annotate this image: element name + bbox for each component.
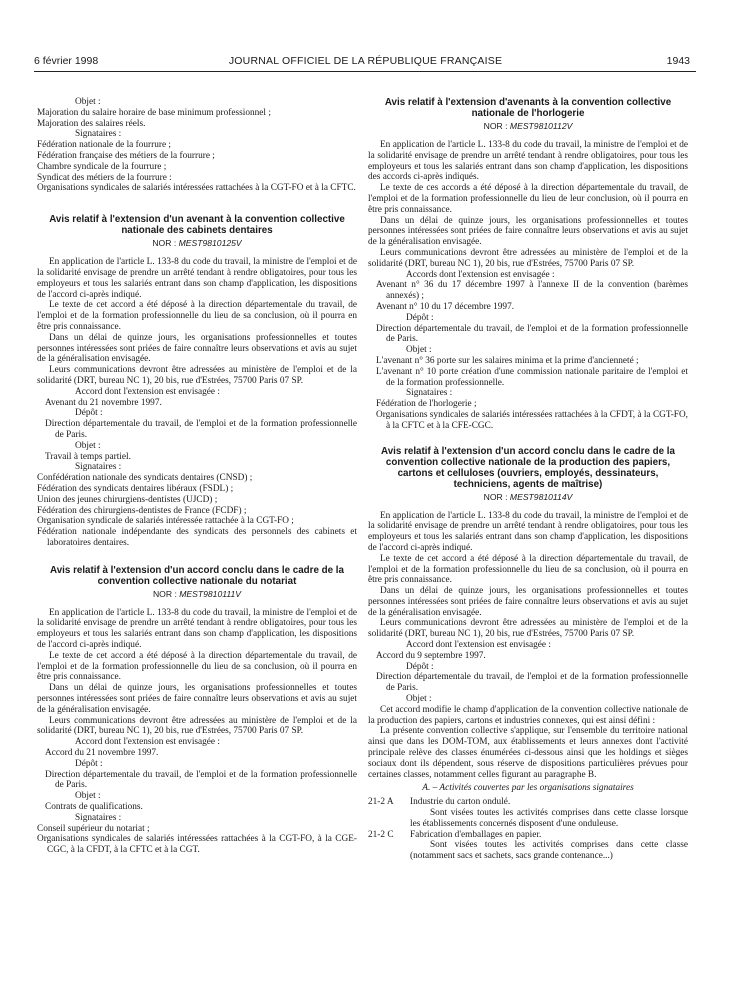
accord-label: Accord dont l'extension est envisagée : [406,640,551,651]
signataires-label: Signataires : [75,812,122,823]
activity-description: Sont visées toutes les activités comprises dans cette classe lorsque les établissements concernés disposent d'une onduleuse. [410,808,688,829]
list-item: Fédération nationale de la fourrure ; [37,140,171,151]
activity-code: 21-2 A [368,797,394,808]
objet-label: Objet : [406,694,432,705]
paragraph: Cet accord modifie le champ d'application de la convention collective nationale de la production des papiers, cartons et industries connexes, qui est ainsi défini : [368,704,688,726]
depot-label: Dépôt : [75,408,103,419]
depot-value: Direction départementale du travail, de l'emploi et de la formation professionnelle de Paris. [45,419,357,440]
objet-label: Objet : [75,97,101,107]
accord-value: Accord du 21 novembre 1997. [45,748,159,759]
depot-value: Direction départementale du travail, de l'emploi et de la formation professionnelle de Paris. [376,323,688,345]
paragraph: Le texte de ces accords a été déposé à la direction départementale du travail, de l'emploi et de la formation professionnelle du lieu de leur conclusion, où il pourra en être pris connaissance. [368,183,688,215]
objet-label: Objet : [406,345,432,356]
activity-name: Industrie du carton ondulé. [410,797,511,808]
paragraph: Dans un délai de quinze jours, les organisations professionnelles et toutes personnes intéressées sont priées de faire connaître leurs observations et avis au sujet de la généralisation envisagée. [368,215,688,248]
paragraph: En application de l'article L. 133-8 du code du travail, la ministre de l'emploi et de la solidarité envisage de prendre un arrêté tendant à rendre obligatoires, pour tous les employeurs et tous les salariés entrant dans son champ d'application, les dispositions de l'accord ci-après indiqué. [37,257,357,300]
accord-label: Accord dont l'extension est envisagée : [75,386,220,397]
list-item: Organisations syndicales de salariés intéressées rattachées à la CGT-FO, à la CGE-CGC, à la CFDT, à la CFTC et à la CGT. [37,834,357,856]
objet-label: Objet : [75,440,101,451]
list-item: Conseil supérieur du notariat ; [37,823,150,834]
list-item: Fédération de l'horlogerie ; [376,399,477,410]
paragraph: Dans un délai de quinze jours, les organisations professionnelles et toutes personnes intéressées sont priées de faire connaître leurs observations et avis au sujet de la généralisation envisagée. [368,586,688,618]
notice-papiers-cartons [368,446,688,863]
list-item: Majoration du salaire horaire de base minimum professionnel ; [37,107,271,118]
depot-value: Direction départementale du travail, de l'emploi et de la formation professionnelle de Paris. [45,769,357,791]
header-journal-title: JOURNAL OFFICIEL DE LA RÉPUBLIQUE FRANÇAISE [228,55,503,67]
subheading: A. – Activités couvertes par les organisations signataires [422,783,634,794]
notice-cabinets-dentaires [37,214,357,549]
signataires-label: Signataires : [406,388,453,399]
accord-label: Accords dont l'extension est envisagée : [406,269,555,280]
signataires-label: Signataires : [75,129,122,140]
accord-value: Avenant n° 10 du 17 décembre 1997. [376,301,515,312]
objet-value: Travail à temps partiel. [45,451,131,462]
list-item: Union des jeunes chirurgiens-dentistes (UJCD) ; [37,494,218,505]
accord-value: Accord du 9 septembre 1997. [376,650,486,661]
activity-code-entry [368,797,688,808]
paragraph: Le texte de cet accord a été déposé à la direction départementale du travail, de l'emploi et de la formation professionnelle du lieu de sa conclusion, où il pourra en être pris connaissance. [37,300,357,332]
paragraph: Le texte de cet accord a été déposé à la direction départementale du travail, de l'emploi et de la formation professionnelle du lieu de sa conclusion, où il pourra en être pris connaissance. [37,650,357,683]
paragraph: Leurs communications devront être adressées au ministère de l'emploi et de la solidarité (DRT, bureau NC 1), 20 bis, rue d'Estrées, 75700 Paris 07 SP. [37,715,357,737]
accord-label: Accord dont l'extension est envisagée : [75,737,220,748]
list-item: Organisations syndicales de salariés intéressées rattachées à la CGT-FO et à la CFTC. [37,183,356,194]
left-column [37,97,357,856]
header-date: 6 février 1998 [34,55,99,67]
notice-horlogerie [368,97,688,432]
notice-notariat [37,565,357,856]
objet-value: L'avenant n° 10 porte création d'une commission nationale paritaire de l'emploi et de la formation professionnelle. [376,366,688,388]
right-column [368,97,688,862]
notice-title: Avis relatif à l'extension d'un avenant à la convention collective nationale des cabinets dentaires [49,214,345,237]
objet-label: Objet : [75,791,101,802]
depot-label: Dépôt : [406,661,434,672]
activity-description: Sont visées toutes les activités comprises dans cette classe (notamment sacs et sachets, sacs grande contenance...) [410,840,688,862]
paragraph: Dans un délai de quinze jours, les organisations professionnelles et toutes personnes intéressées sont priées de faire connaître leurs observations et avis au sujet de la généralisation envisagée. [37,332,357,365]
paragraph: Leurs communications devront être adressées au ministère de l'emploi et de la solidarité (DRT, bureau NC 1), 20 bis, rue d'Estrées, 75700 Paris 07 SP. [368,618,688,640]
header-rule [34,71,696,72]
activity-code: 21-2 C [368,829,394,840]
header-page-number: 1943 [666,55,690,67]
nor-reference: NOR : MEST9810125V [152,238,242,249]
paragraph: Dans un délai de quinze jours, les organisations professionnelles et toutes personnes intéressées sont priées de faire connaître leurs observations et avis au sujet de la généralisation envisagée. [37,683,357,715]
list-item: Fédération nationale indépendante des syndicats des personnels des cabinets et laboratoires dentaires. [37,527,357,548]
paragraph: En application de l'article L. 133-8 du code du travail, la ministre de l'emploi et de la solidarité envisage de prendre un arrêté tendant à rendre obligatoires, pour tous les employeurs et tous les salariés entrant dans son champ d'application, les dispositions des accords ci-après indiqués. [368,140,688,183]
notice-title: Avis relatif à l'extension d'un accord conclu dans le cadre de la convention collective nationale du notariat [50,564,344,587]
depot-value: Direction départementale du travail, de l'emploi et de la formation professionnelle de Paris. [376,672,688,694]
activity-name: Fabrication d'emballages en papier. [410,829,542,840]
list-item: Fédération des syndicats dentaires libéraux (FSDL) ; [37,483,234,494]
list-item: Majoration des salaires réels. [37,118,146,129]
objet-value: L'avenant n° 36 porte sur les salaires minima et la prime d'ancienneté ; [376,355,639,366]
page-header [0,55,731,69]
paragraph: En application de l'article L. 133-8 du code du travail, la ministre de l'emploi et de la solidarité envisage de prendre un arrêté tendant à rendre obligatoires, pour tous les employeurs et tous les salariés entrant dans son champ d'application, les dispositions de l'accord ci-après indiqué. [37,607,357,651]
accord-value: Avenant du 21 novembre 1997. [45,397,162,408]
list-item: Organisation syndicale de salariés intéressée rattachée à la CGT-FO ; [37,516,294,527]
paragraph: Le texte de cet accord a été déposé à la direction départementale du travail, de l'emploi et de la formation professionnelle du lieu de sa conclusion, où il pourra en être pris connaissance. [368,553,688,586]
activity-code-entry [368,830,688,841]
objet-value: Contrats de qualifications. [45,802,143,813]
paragraph: Leurs communications devront être adressées au ministère de l'emploi et de la solidarité (DRT, bureau NC 1), 20 bis, rue d'Estrées, 75700 Paris 07 SP. [368,247,688,269]
nor-reference: NOR : MEST9810112V [483,121,573,131]
nor-reference: NOR : MEST9810114V [483,491,573,502]
paragraph: En application de l'article L. 133-8 du code du travail, la ministre de l'emploi et de la solidarité envisage de prendre un arrêté tendant à rendre obligatoires, pour tous les employeurs et tous les salariés entrant dans son champ d'application, les dispositions de l'accord ci-après indiqué. [368,510,688,553]
list-item: Fédération des chirurgiens-dentistes de France (FCDF) ; [37,505,247,516]
list-item: Confédération nationale des syndicats dentaires (CNSD) ; [37,473,253,484]
depot-label: Dépôt : [75,758,103,769]
notice-title: Avis relatif à l'extension d'avenants à la convention collective nationale de l'horlogerie [384,97,672,119]
list-item: Fédération française des métiers de la fourrure ; [37,150,215,161]
signataires-label: Signataires : [75,462,122,473]
list-item: Syndicat des métiers de la fourrure : [37,172,172,183]
intro-section [37,97,357,194]
list-item: Organisations syndicales de salariés intéressées rattachées à la CFDT, à la CGT-FO, à la CFTC et à la CFE-CGC. [376,409,688,431]
accord-value: Avenant n° 36 du 17 décembre 1997 à l'annexe II de la convention (barèmes annexés) ; [376,280,688,302]
notice-title: Avis relatif à l'extension d'un accord conclu dans le cadre de la convention collective nationale de la production des papiers, cartons et celluloses (ouvriers, employés, dessinateurs, techniciens, agents de maîtrise) [381,445,675,490]
nor-reference: NOR : MEST9810111V [152,588,242,599]
paragraph: Leurs communications devront être adressées au ministère de l'emploi et de la solidarité (DRT, bureau NC 1), 20 bis, rue d'Estrées, 75700 Paris 07 SP. [37,365,357,386]
paragraph: La présente convention collective s'applique, sur l'ensemble du territoire national ainsi que dans les DOM-TOM, aux établissements et leurs annexes dont l'activité principale relève des classes énumérées ci-dessous ainsi que les holdings et sièges sociaux dont ils dépendent, sous réserve de dispositions particulières prévues pour certaines classes, notamment celles figurant au paragraphe B. [368,726,688,780]
depot-label: Dépôt : [406,312,434,323]
list-item: Chambre syndicale de la fourrure ; [37,161,167,172]
